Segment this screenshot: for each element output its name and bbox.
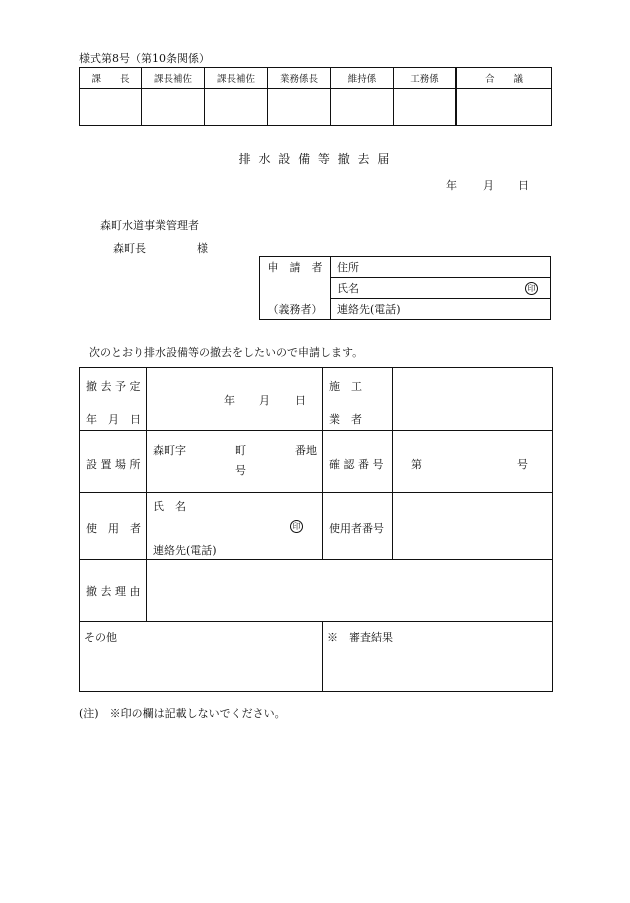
planned-month-label: 月	[259, 394, 270, 407]
addressee-line1: 森町水道事業管理者	[100, 219, 199, 232]
seal-icon: 印	[525, 282, 538, 295]
applicant-contact-field[interactable]: 連絡先(電話)	[331, 299, 551, 320]
contractor-field[interactable]	[393, 368, 553, 431]
applicant-name-field[interactable]	[331, 278, 551, 299]
applicant-address-field[interactable]: 住所	[331, 257, 551, 278]
location-banchi: 番地	[295, 444, 317, 457]
form-number: 様式第8号（第10条関係）	[79, 52, 210, 65]
approval-header-4: 業務係長	[268, 68, 331, 89]
applicant-obligor-label: （義務者）	[260, 299, 331, 320]
approval-stamp-cell[interactable]	[331, 89, 394, 126]
seal-icon: 印	[290, 520, 303, 533]
planned-date-field[interactable]	[147, 368, 323, 431]
approval-stamp-cell[interactable]	[205, 89, 268, 126]
user-field[interactable]	[147, 493, 323, 560]
date-year-label: 年	[446, 179, 457, 192]
approval-header-7: 合 議	[456, 68, 552, 89]
applicant-label: 申 請 者	[260, 257, 331, 278]
approval-header-1: 課 長	[80, 68, 142, 89]
contractor-label: 施 工 業 者	[323, 368, 393, 431]
approval-stamp-cell[interactable]	[142, 89, 205, 126]
user-name-label: 氏 名	[153, 500, 186, 513]
approval-header-5: 維持係	[331, 68, 394, 89]
confirm-go: 号	[517, 458, 528, 471]
planned-year-label: 年	[224, 394, 235, 407]
user-contact-label: 連絡先(電話)	[153, 544, 217, 557]
planned-day-label: 日	[295, 394, 306, 407]
review-result-label: ※ 審査結果	[327, 631, 393, 644]
applicant-box	[259, 256, 551, 320]
date-day-label: 日	[518, 179, 529, 192]
approval-stamp-cell[interactable]	[456, 89, 552, 126]
applicant-label-spacer	[260, 278, 331, 299]
document-title: 排 水 設 備 等 撤 去 届	[238, 152, 392, 166]
addressee-honorific: 様	[197, 242, 208, 255]
approval-stamp-cell[interactable]	[394, 89, 457, 126]
review-result-field	[323, 622, 553, 692]
date-month-label: 月	[483, 179, 494, 192]
confirm-number-field[interactable]	[393, 431, 553, 493]
location-town: 町	[235, 444, 246, 457]
note-text: (注) ※印の欄は記載しないでください。	[79, 707, 286, 720]
intro-text: 次のとおり排水設備等の撤去をしたいので申請します。	[89, 346, 364, 359]
user-number-field[interactable]	[393, 493, 553, 560]
approval-header-3: 課長補佐	[205, 68, 268, 89]
confirm-dai: 第	[411, 458, 422, 471]
other-field[interactable]	[80, 622, 323, 692]
planned-date-label: 撤 去 予 定 年 月 日	[80, 368, 147, 431]
approval-stamp-cell[interactable]	[268, 89, 331, 126]
reason-field[interactable]	[147, 560, 553, 622]
addressee-line2: 森町長	[113, 242, 146, 255]
main-form-table	[79, 367, 553, 692]
applicant-name-label: 氏名	[337, 282, 359, 295]
location-go: 号	[235, 464, 246, 477]
location-prefix: 森町字	[153, 444, 186, 457]
reason-label: 撤 去 理 由	[80, 560, 147, 622]
approval-stamp-grid	[79, 67, 552, 126]
approval-header-2: 課長補佐	[142, 68, 205, 89]
other-label: その他	[84, 631, 117, 644]
confirm-number-label: 確 認 番 号	[323, 431, 393, 493]
approval-stamp-cell[interactable]	[80, 89, 142, 126]
approval-header-6: 工務係	[394, 68, 457, 89]
location-label: 設 置 場 所	[80, 431, 147, 493]
location-field[interactable]	[147, 431, 323, 493]
user-label: 使 用 者	[80, 493, 147, 560]
user-number-label: 使用者番号	[323, 493, 393, 560]
